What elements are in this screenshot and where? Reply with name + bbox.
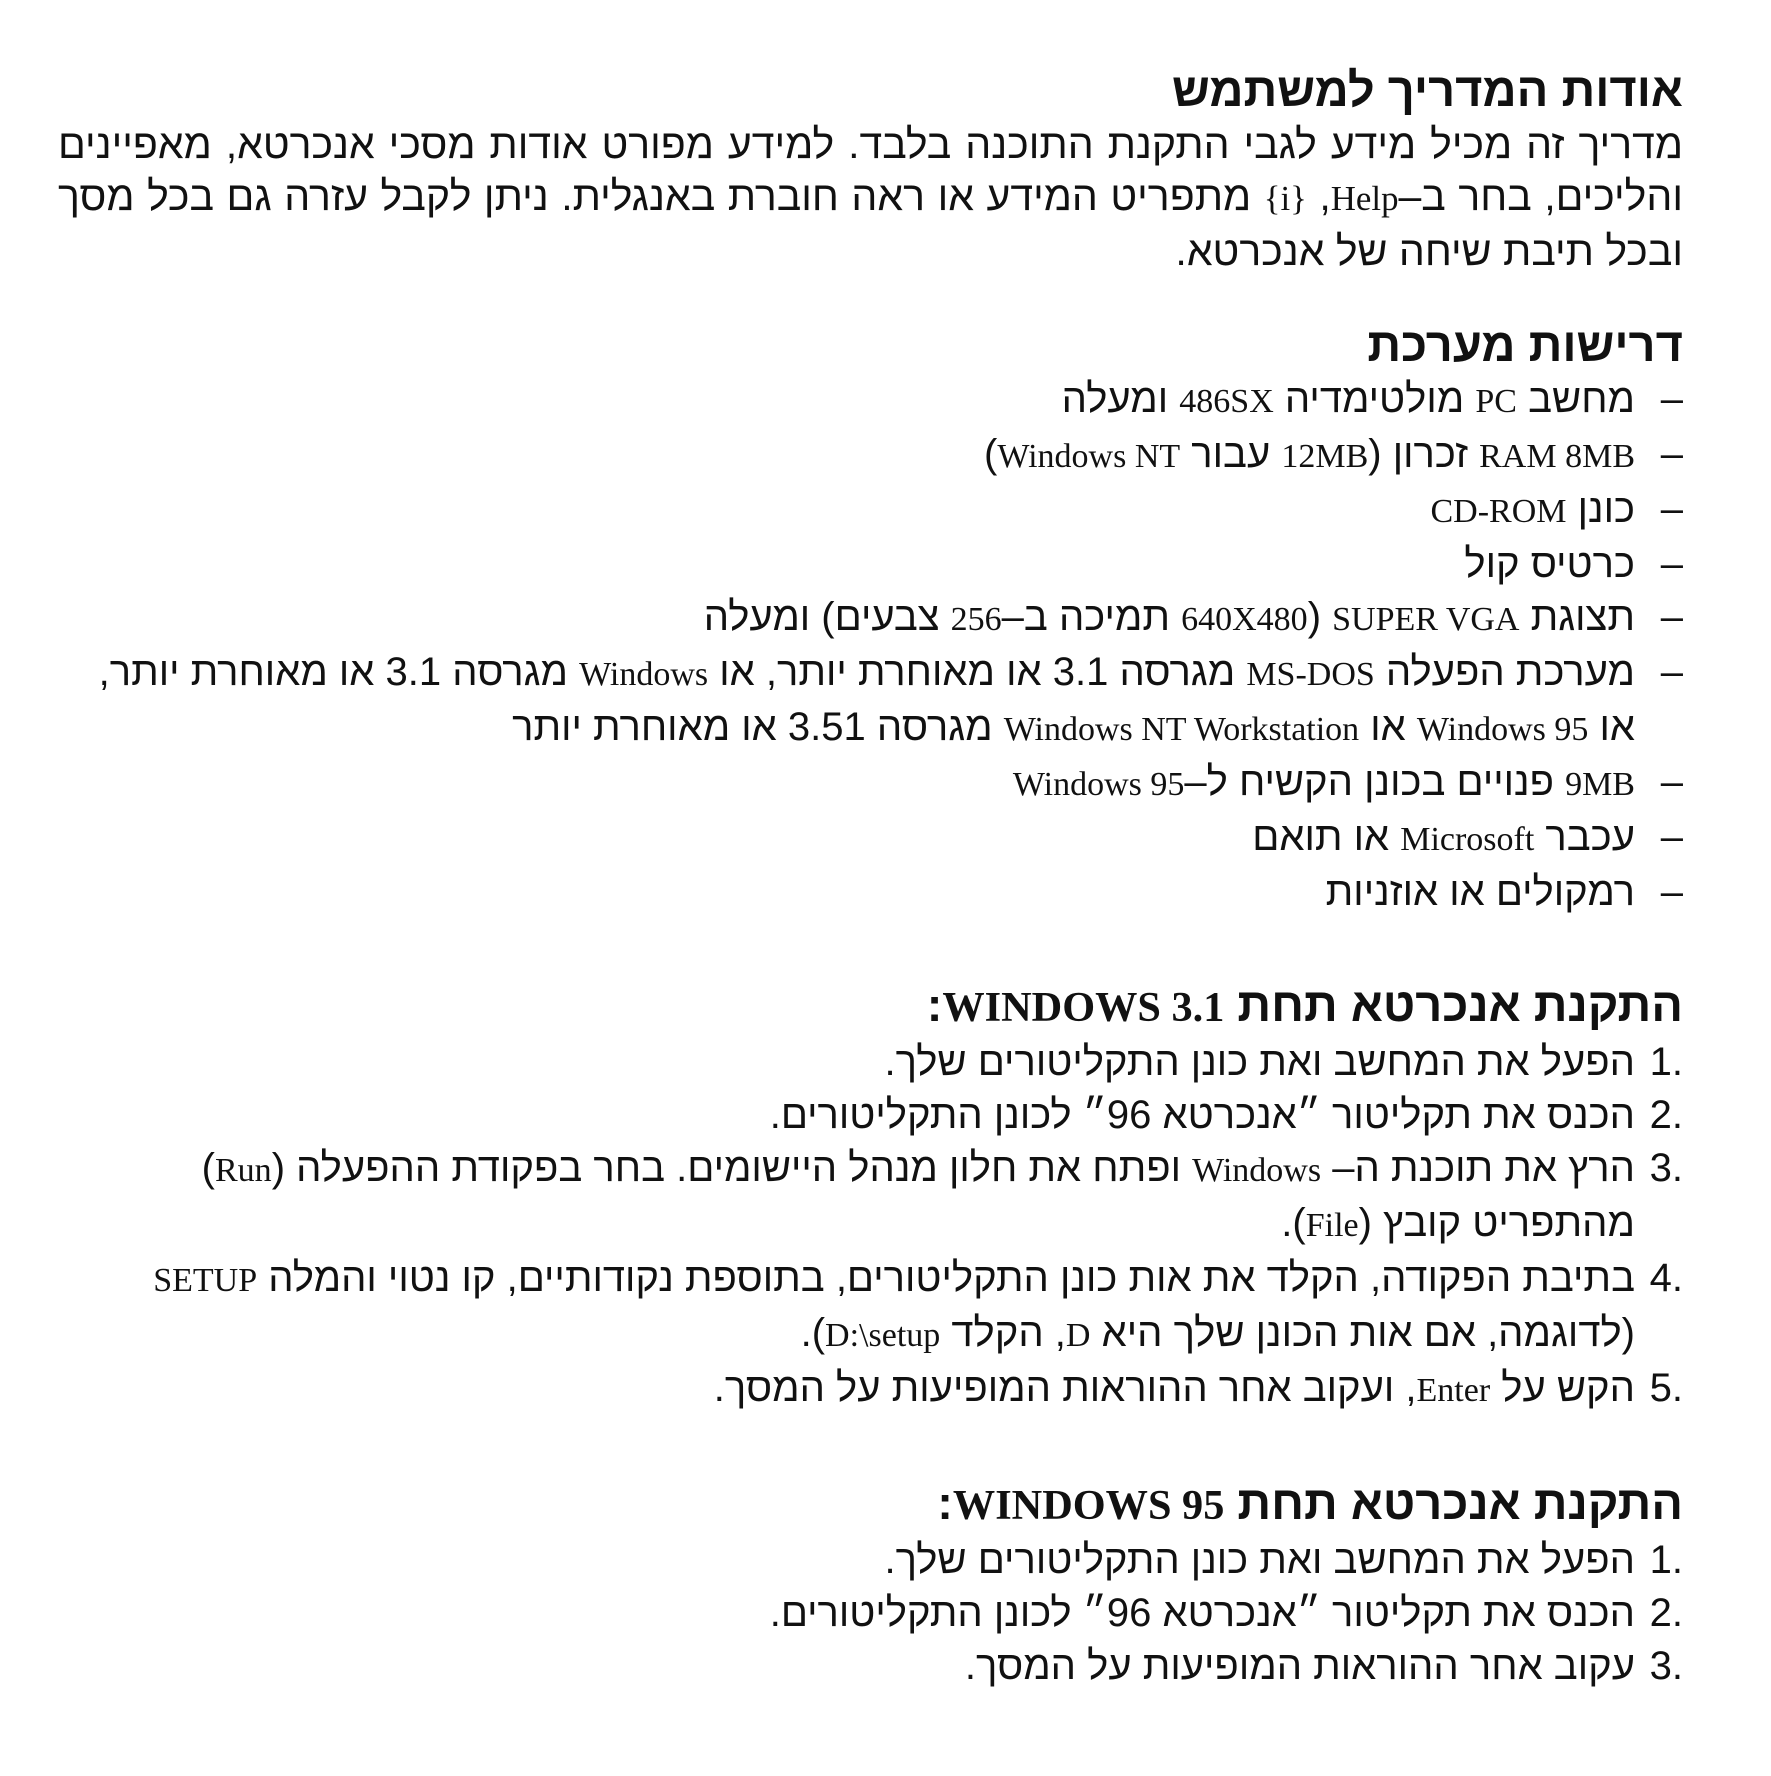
req-text: תצוגת <box>1519 595 1635 639</box>
bullet-dash: – <box>1660 377 1683 421</box>
req-term: 9MB <box>1565 766 1635 803</box>
install-step <box>58 1587 1683 1640</box>
win95-steps <box>58 1534 1683 1693</box>
step-text: , ועקוב אחר ההוראות המופיעות על המסך. <box>713 1366 1417 1410</box>
req-term: 486SX <box>1179 383 1274 420</box>
req-term: PC <box>1475 383 1517 420</box>
req-term: Microsoft <box>1400 821 1535 858</box>
requirement-item <box>58 756 1683 811</box>
about-heading: אודות המדריך למשתמש <box>1172 63 1683 116</box>
about-text-2: , <box>1306 173 1331 219</box>
req-text: מגרסה 3.51 או מאוחרת יותר <box>512 705 1004 749</box>
win31-heading <box>58 977 1683 1036</box>
requirement-item <box>58 591 1683 646</box>
step-text: ). <box>1281 1201 1306 1245</box>
step-term: D <box>1065 1317 1091 1354</box>
step-term: Enter <box>1416 1372 1491 1409</box>
step-number: 4. <box>1649 1256 1683 1300</box>
about-section <box>58 62 1683 277</box>
req-text: עבור <box>1180 432 1282 476</box>
step-number: 5. <box>1649 1366 1683 1410</box>
step-text: הפעל את המחשב ואת כונן התקליטורים שלך. <box>884 1040 1635 1084</box>
req-term: 640X480 <box>1181 601 1308 638</box>
install-step <box>58 1089 1683 1142</box>
req-term: RAM 8MB <box>1479 438 1635 475</box>
req-text: ומעלה <box>1061 377 1180 421</box>
req-text: מגרסה 3.1 או מאוחרת יותר, או <box>708 650 1247 694</box>
step-number: 1. <box>1649 1538 1683 1582</box>
heading-text: התקנת אנכרטא תחת <box>1224 978 1683 1031</box>
install-step <box>58 1036 1683 1089</box>
req-term: Windows 95 <box>1416 711 1589 748</box>
req-text: מולטימדיה <box>1273 377 1476 421</box>
step-text: הקש על <box>1490 1366 1635 1410</box>
step-text: ופתח את חלון מנהל היישומים. בחר בפקודת ההפעלה ( <box>271 1146 1193 1190</box>
step-number: 3. <box>1649 1644 1683 1688</box>
about-text-3: מתפריט המידע או ראה חוברת באנגלית. ניתן לקבל עזרה גם בכל מסך ובכל תיבת שיחה של אנכרטא. <box>58 173 1683 274</box>
step-text: בתיבת הפקודה, הקלד את אות כונן התקליטורים, בתוספת נקודותיים, קו נטוי והמלה <box>257 1256 1635 1300</box>
req-text: עכבר <box>1534 815 1635 859</box>
step-term: SETUP <box>153 1262 258 1299</box>
requirement-item <box>58 646 1683 756</box>
req-text: פנויים בכונן הקשיח ל– <box>1184 760 1566 804</box>
bullet-dash: – <box>1660 760 1683 804</box>
requirement-item <box>58 483 1683 538</box>
req-text: או <box>1359 705 1417 749</box>
info-symbol: {i} <box>1263 179 1307 218</box>
install-step <box>58 1362 1683 1417</box>
win31-install-section <box>58 977 1683 1417</box>
requirement-item <box>58 866 1683 919</box>
install-step <box>58 1252 1683 1362</box>
about-paragraph <box>58 118 1683 277</box>
help-term: Help <box>1330 179 1399 218</box>
step-text: הפעל את המחשב ואת כונן התקליטורים שלך. <box>884 1538 1635 1582</box>
step-text: ). <box>800 1311 826 1355</box>
req-text: תמיכה ב– <box>1001 595 1182 639</box>
bullet-dash: – <box>1660 870 1683 914</box>
requirement-item <box>58 373 1683 428</box>
install-step <box>58 1534 1683 1587</box>
step-term: File <box>1305 1207 1359 1244</box>
req-term: MS-DOS <box>1246 656 1375 693</box>
win95-install-section <box>58 1475 1683 1693</box>
requirement-item <box>58 811 1683 866</box>
bullet-dash: – <box>1660 432 1683 476</box>
step-text: הרץ את תוכנת ה– <box>1321 1146 1635 1190</box>
requirements-heading: דרישות מערכת <box>1367 318 1683 371</box>
heading-colon: : <box>937 1476 953 1529</box>
bullet-dash: – <box>1660 595 1683 639</box>
step-text: הכנס את תקליטור ״אנכרטא 96״ לכונן התקליטורים. <box>769 1093 1635 1137</box>
requirements-section <box>58 317 1683 919</box>
req-text: מערכת הפעלה <box>1374 650 1635 694</box>
req-text: רמקולים או אוזניות <box>1325 870 1635 914</box>
install-step <box>58 1640 1683 1693</box>
req-term: Windows <box>579 656 709 693</box>
req-text: כרטיס קול <box>1464 542 1635 586</box>
heading-os-name: WINDOWS 3.1 <box>942 984 1225 1031</box>
req-text: מגרסה 3.1 או מאוחרת יותר, או <box>98 650 1635 749</box>
req-term: Windows 95 <box>1012 766 1185 803</box>
req-term: 256 <box>950 601 1002 638</box>
bullet-dash: – <box>1660 650 1683 694</box>
win31-steps <box>58 1036 1683 1417</box>
step-term: Windows <box>1192 1152 1322 1189</box>
step-number: 3. <box>1649 1146 1683 1190</box>
about-text-1: מדריך זה מכיל מידע לגבי התקנת התוכנה בלבד. למידע מפורט אודות מסכי אנכרטא, מאפיינים והליכים, בחר ב– <box>58 121 1683 219</box>
step-number: 2. <box>1649 1093 1683 1137</box>
req-text: צבעים) ומעלה <box>703 595 951 639</box>
step-term: Run <box>215 1152 272 1189</box>
heading-colon: : <box>926 978 943 1031</box>
install-step <box>58 1142 1683 1252</box>
req-text: ) <box>984 432 998 476</box>
req-term: Windows NT <box>997 438 1181 475</box>
step-number: 2. <box>1649 1591 1683 1635</box>
win95-heading <box>58 1475 1683 1534</box>
heading-os-name: WINDOWS 95 <box>952 1482 1225 1529</box>
requirements-list <box>58 373 1683 919</box>
req-text: או תואם <box>1252 815 1401 859</box>
step-text: הכנס את תקליטור ״אנכרטא 96״ לכונן התקליטורים. <box>769 1591 1635 1635</box>
req-term: 12MB <box>1281 438 1369 475</box>
step-number: 1. <box>1649 1040 1683 1084</box>
step-text: ) מהתפריט קובץ ( <box>201 1146 1635 1245</box>
req-text: ( <box>1307 595 1333 639</box>
req-text: זכרון ( <box>1368 432 1480 476</box>
step-text: עקוב אחר ההוראות המופיעות על המסך. <box>964 1644 1635 1688</box>
req-text: כונן <box>1566 487 1635 531</box>
step-text: , הקלד <box>940 1311 1066 1355</box>
step-term: D:\setup <box>825 1317 941 1354</box>
req-term: SUPER VGA <box>1332 601 1520 638</box>
bullet-dash: – <box>1660 542 1683 586</box>
requirement-item <box>58 428 1683 483</box>
bullet-dash: – <box>1660 815 1683 859</box>
req-term: Windows NT Workstation <box>1003 711 1360 748</box>
step-text: (לדוגמה, אם אות הכונן שלך היא <box>1090 1311 1635 1355</box>
bullet-dash: – <box>1660 487 1683 531</box>
req-term: CD-ROM <box>1430 493 1567 530</box>
requirement-item <box>58 538 1683 591</box>
heading-text: התקנת אנכרטא תחת <box>1224 1476 1683 1529</box>
req-text: מחשב <box>1516 377 1635 421</box>
